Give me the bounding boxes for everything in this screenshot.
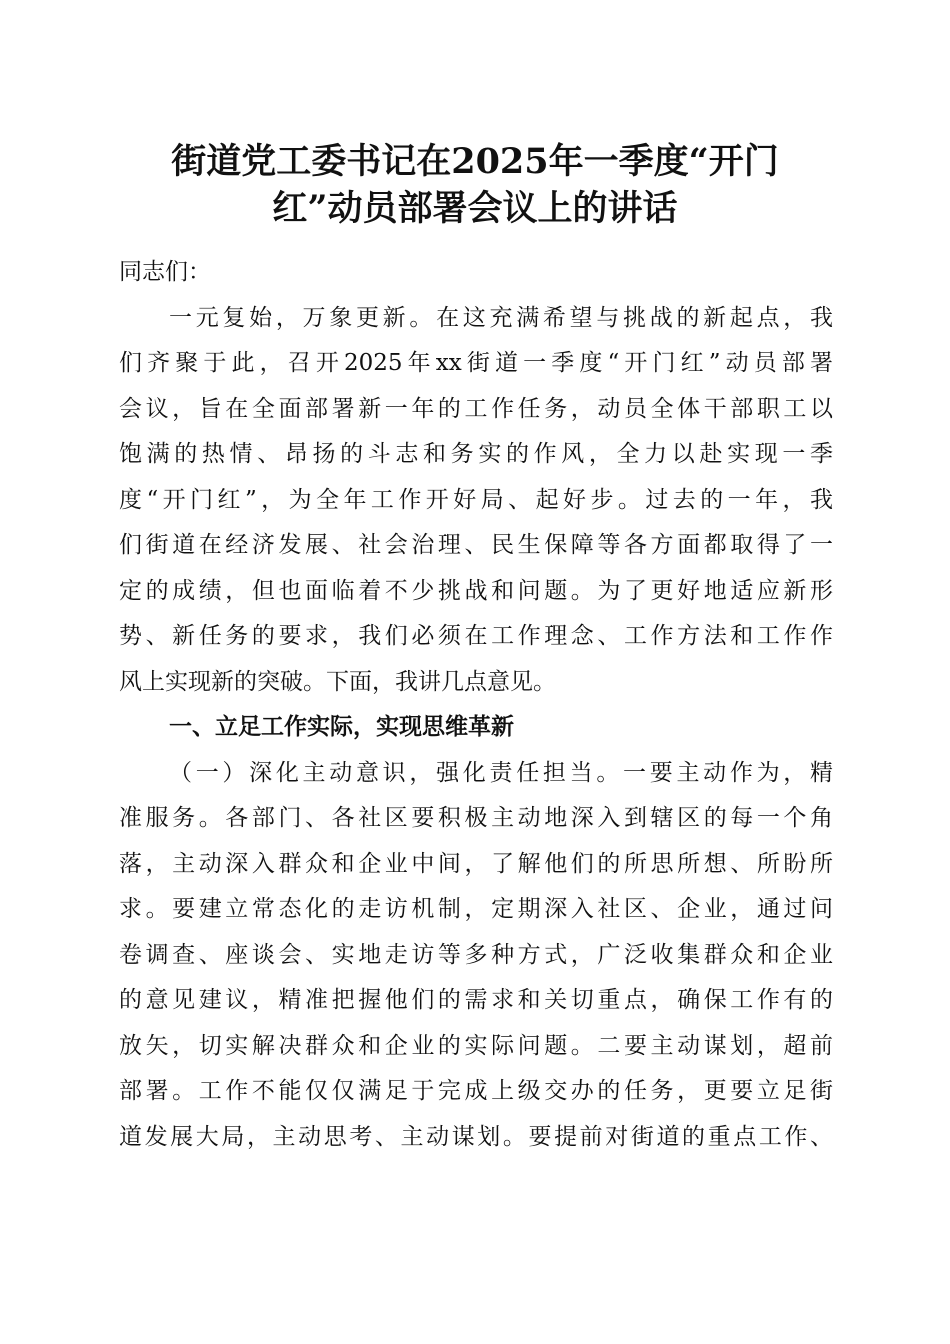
paragraph-2-line: 卷调查、座谈会、实地走访等多种方式，广泛收集群众和企业 [119,941,833,968]
paragraph-2-line: 部署。工作不能仅仅满足于完成上级交办的任务，更要立足街 [119,1078,833,1104]
paragraph-1-line: 度“开门红”，为全年工作开好局、起好步。过去的一年，我 [119,486,833,513]
paragraph-1-line: 一元复始，万象更新。在这充满希望与挑战的新起点，我 [169,304,833,331]
paragraph-2-line: 准服务。各部门、各社区要积极主动地深入到辖区的每一个角 [119,805,833,831]
paragraph-1-line: 会议，旨在全面部署新一年的工作任务，动员全体干部职工以 [119,395,833,422]
paragraph-2-line: 求。要建立常态化的走访机制，定期深入社区、企业，通过问 [119,896,833,922]
paragraph-1-line: 饱满的热情、昂扬的斗志和务实的作风，全力以赴实现一季 [119,441,833,467]
document-title [120,138,830,232]
paragraph-2-line: 落，主动深入群众和企业中间，了解他们的所思所想、所盼所 [119,850,833,877]
paragraph-1-line: 定的成绩，但也面临着不少挑战和问题。为了更好地适应新形 [119,577,833,604]
section-heading-1: 一、立足工作实际，实现思维革新 [169,714,514,740]
paragraph-2-line: 放矢，切实解决群众和企业的实际问题。二要主动谋划，超前 [119,1032,833,1059]
paragraph-1 [119,296,833,706]
salutation: 同志们： [119,259,211,285]
paragraph-1-line: 势、新任务的要求，我们必须在工作理念、工作方法和工作作 [119,623,833,649]
paragraph-1-line: 们街道在经济发展、社会治理、民生保障等各方面都取得了一 [119,532,833,558]
title-line-2: 红”动员部署会议上的讲话 [272,188,678,229]
paragraph-2-line: 道发展大局，主动思考、主动谋划。要提前对街道的重点工作、 [119,1123,833,1150]
paragraph-1-line: 们齐聚于此，召开2025年xx街道一季度“开门红”动员部署 [119,350,833,376]
document-body [119,250,833,1160]
title-line-1: 街道党工委书记在2025年一季度“开门 [171,141,779,182]
paragraph-1-line: 风上实现新的突破。下面，我讲几点意见。 [119,668,556,695]
paragraph-2-line: （一）深化主动意识，强化责任担当。一要主动作为，精 [169,759,833,786]
paragraph-2 [119,751,833,1161]
paragraph-2-line: 的意见建议，精准把握他们的需求和关切重点，确保工作有的 [119,987,833,1013]
